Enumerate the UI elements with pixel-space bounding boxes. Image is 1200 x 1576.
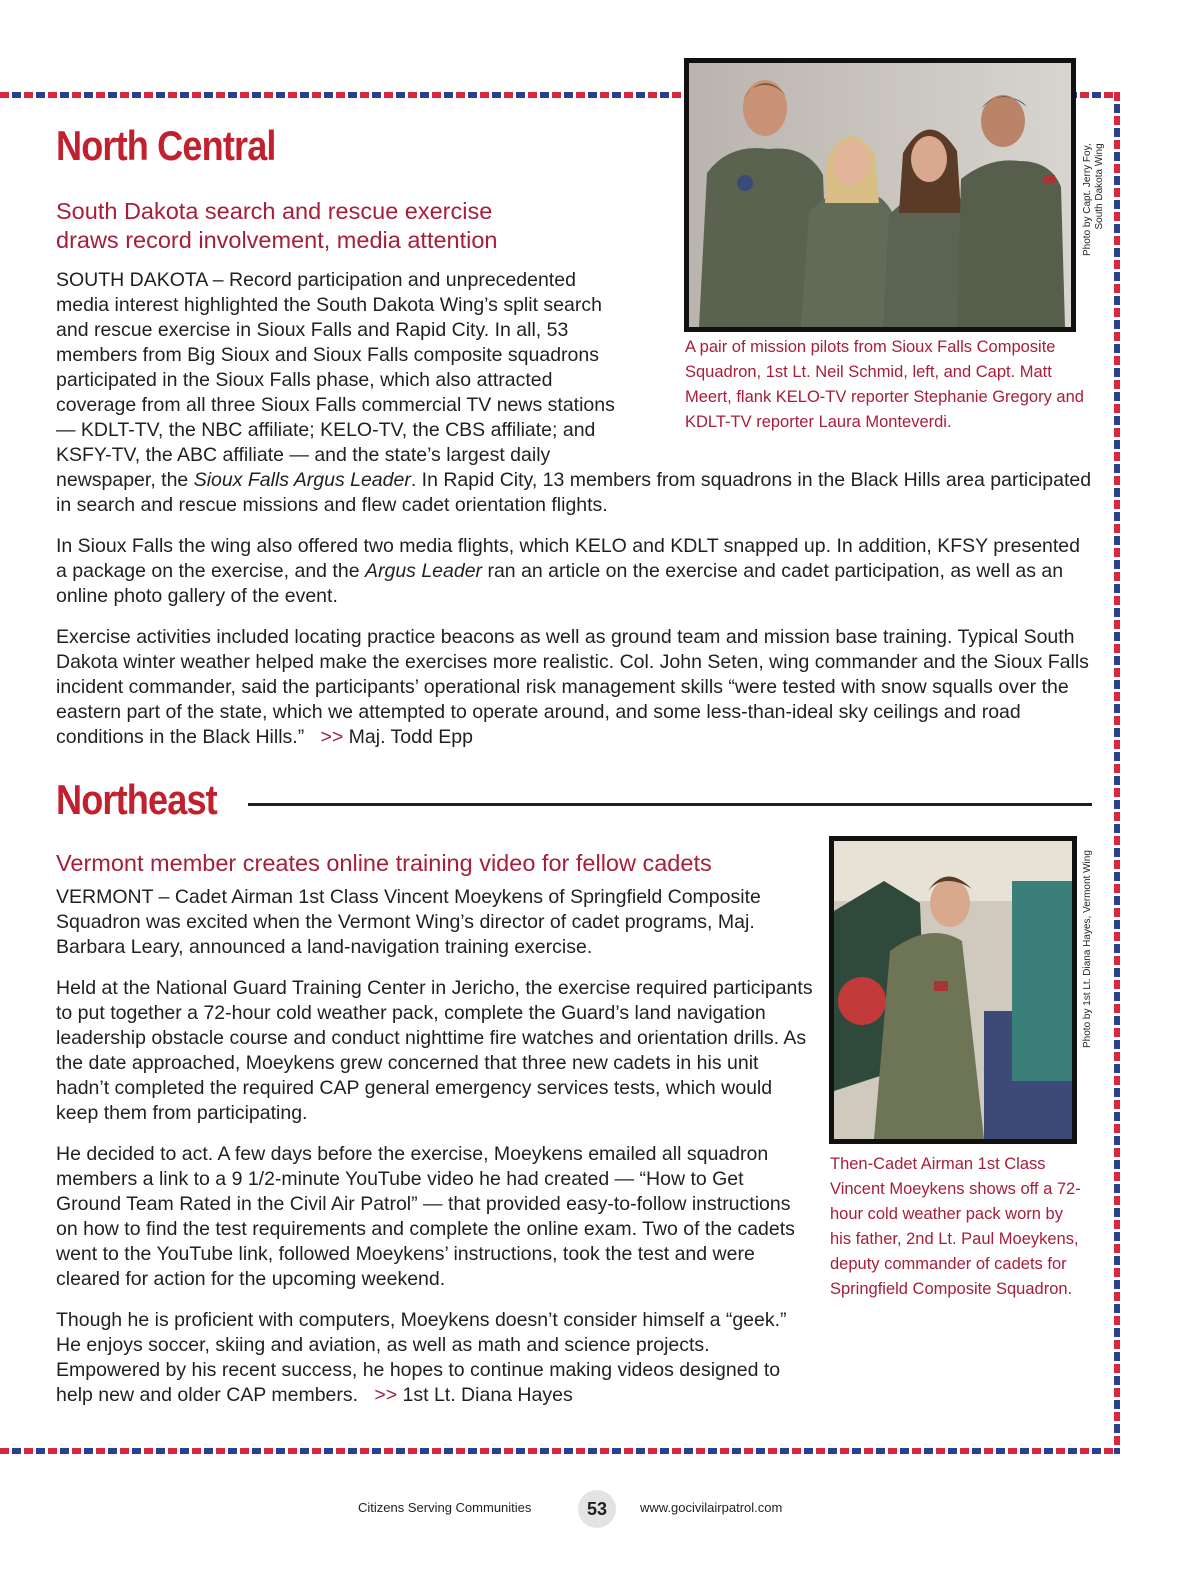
section-title-northeast: Northeast <box>56 776 217 823</box>
text-run: In Sioux Falls the wing also offered two media flights, which KELO and KDLT snapped up. In addition, KFSY presented a package on the exercise, and the <box>56 535 1080 582</box>
text-line: coverage from all three Sioux Falls commercial TV news stations <box>56 394 615 416</box>
headline-line-1: South Dakota search and rescue exercise <box>56 198 493 224</box>
byline: Maj. Todd Epp <box>348 726 473 748</box>
photo-credit-vermont: Photo by 1st Lt. Diana Hayes, Vermont Wing <box>1082 850 1093 1048</box>
byline: 1st Lt. Diana Hayes <box>402 1384 573 1406</box>
text-run: newspaper, the <box>56 469 194 491</box>
section-divider-rule <box>248 803 1092 806</box>
article-body-vermont <box>56 885 814 1424</box>
text-line: participated in the Sioux Falls phase, which also attracted <box>56 369 553 391</box>
cadet-photo-illustration <box>834 841 1072 1139</box>
article-headline-vermont: Vermont member creates online training video for fellow cadets <box>56 850 712 876</box>
text-line: media interest highlighted the South Dakota Wing’s split search <box>56 294 602 316</box>
section-title-north-central: North Central <box>56 122 276 169</box>
text-line: SOUTH DAKOTA – Record participation and unprecedented <box>56 269 576 291</box>
paragraph-3 <box>56 625 1096 750</box>
photo-caption-south-dakota: A pair of mission pilots from Sioux Falls Composite Squadron, 1st Lt. Neil Schmid, left, and Capt. Matt Meert, flank KELO-TV reporter Stephanie Gregory and KDLT-TV reporter Laura Monteverdi. <box>685 338 1084 431</box>
footer-tagline: Citizens Serving Communities <box>358 1500 532 1515</box>
publication-name: Sioux Falls Argus Leader <box>193 469 411 491</box>
text-run: Though he is proficient with computers, Moeykens doesn’t consider himself a “geek.” He enjoys soccer, skiing and aviation, as well as math and science projects. Empowered by his recent success, he hopes to continue making videos designed to help new and older CAP members. <box>56 1309 787 1406</box>
photo-caption-vermont: Then-Cadet Airman 1st Class Vincent Moeykens shows off a 72-hour cold weather pack worn by his father, 2nd Lt. Paul Moeykens, deputy commander of cadets for Springfield Composite Squadron. <box>830 1155 1081 1298</box>
text-line <box>56 468 1096 518</box>
byline-arrows: >> <box>374 1384 398 1406</box>
text-line: and rescue exercise in Sioux Falls and Rapid City. In all, 53 <box>56 319 569 341</box>
photo-credit-south-dakota <box>1082 143 1106 256</box>
page-border-bottom <box>0 1448 1120 1454</box>
headline-line-2: draws record involvement, media attention <box>56 227 498 253</box>
text-line: members from Big Sioux and Sioux Falls composite squadrons <box>56 344 599 366</box>
text-line: KSFY-TV, the ABC affiliate — and the state’s largest daily <box>56 444 551 466</box>
text-run: ran an article on the exercise and cadet participation, as well as an online photo gallery of the event. <box>56 560 1064 607</box>
publication-name: Argus Leader <box>364 560 483 582</box>
article-headline-south-dakota <box>56 197 498 255</box>
paragraph-2 <box>56 534 1096 609</box>
paragraph-3: He decided to act. A few days before the exercise, Moeykens emailed all squadron members a link to a 9 1/2-minute YouTube video he had created — “How to Get Ground Team Rated in the Civil Air Patrol” — that provided easy-to-follow instructions on how to find the test requirements and complete the online exam. Two of the cadets went to the YouTube link, followed Moeykens’ instructions, took the test and were cleared for action for the upcoming weekend. <box>56 1143 795 1290</box>
text-line: — KDLT-TV, the NBC affiliate; KELO-TV, the CBS affiliate; and <box>56 419 596 441</box>
paragraph-1: VERMONT – Cadet Airman 1st Class Vincent Moeykens of Springfield Composite Squadron was excited when the Vermont Wing’s director of cadet programs, Maj. Barbara Leary, announced a land-navigation training exercise. <box>56 886 761 958</box>
group-photo-illustration <box>689 63 1071 327</box>
paragraph-4 <box>56 1308 814 1408</box>
text-run: Exercise activities included locating practice beacons as well as ground team and mission base training. Typical South Dakota winter weather helped make the exercises more realistic. Col. John Seten, wing commander and the Sioux Falls incident commander, said the participants’ operational risk management skills “were tested with snow squalls over the eastern part of the state, which we attempted to operate around, and some less-than-ideal sky ceilings and road conditions in the Black Hills.” <box>56 626 1089 748</box>
photo-mission-pilots-and-reporters <box>684 58 1076 332</box>
paragraph-2: Held at the National Guard Training Center in Jericho, the exercise required participants to put together a 72-hour cold weather pack, complete the Guard’s land navigation leadership obstacle course and conduct nighttime fire watches and orientation drills. As the date approached, Moeykens grew concerned that three new cadets in his unit hadn’t completed the required CAP general emergency services tests, which would keep them from participating. <box>56 977 813 1124</box>
photo-cadet-with-pack <box>829 836 1077 1144</box>
footer-website[interactable]: www.gocivilairpatrol.com <box>640 1500 783 1515</box>
page-number: 53 <box>578 1490 616 1528</box>
credit-line: South Dakota Wing <box>1094 143 1105 230</box>
text-run: . In Rapid City, 13 members from squadrons in the Black Hills area participated in search and rescue missions and flew cadet orientation flights. <box>56 469 1092 516</box>
byline-arrows: >> <box>320 726 344 748</box>
page-border-right <box>1114 92 1120 1454</box>
credit-line: Photo by Capt. Jerry Foy, <box>1082 143 1093 256</box>
